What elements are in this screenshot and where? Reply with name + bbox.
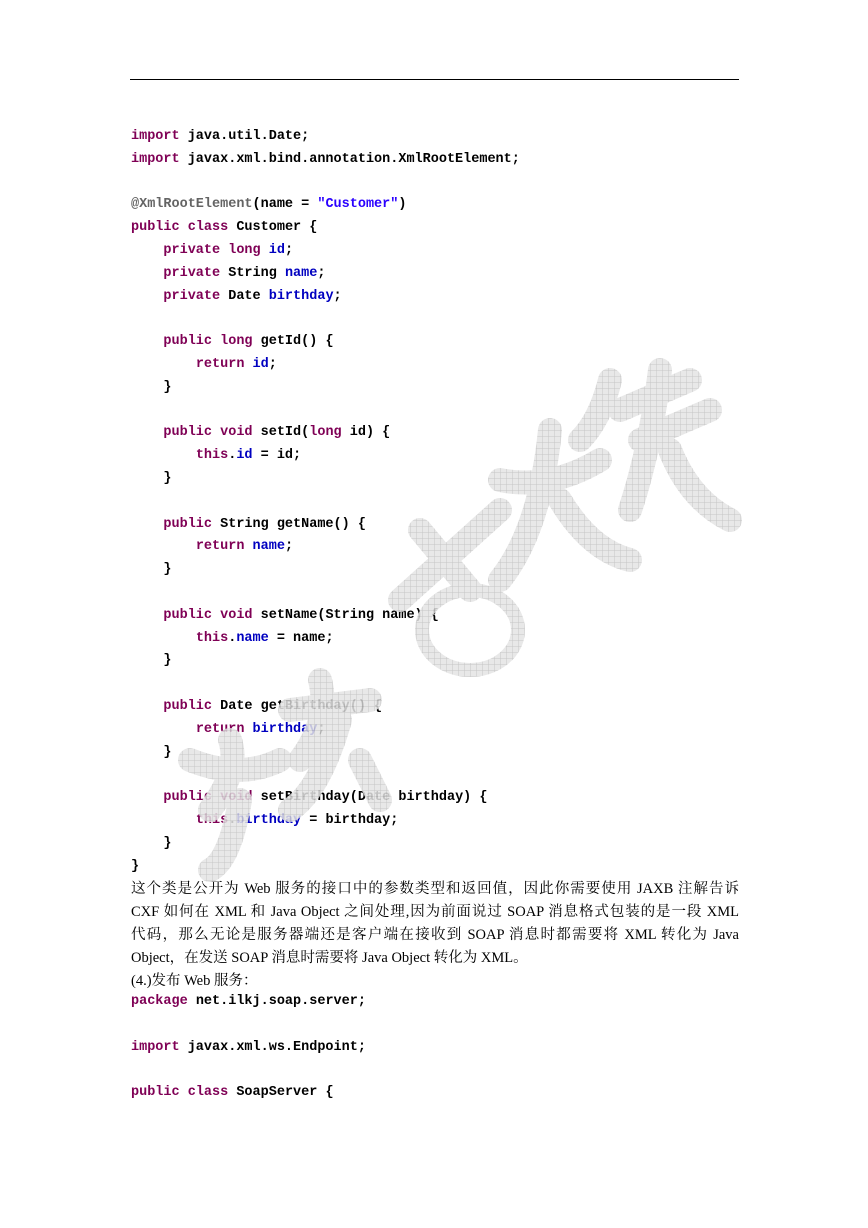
code-token: long — [309, 425, 342, 441]
code-line — [131, 354, 520, 377]
code-token — [131, 448, 196, 463]
code-line — [131, 172, 520, 195]
code-token: @XmlRootElement — [131, 197, 253, 213]
code-token: this — [195, 448, 229, 464]
code-line — [131, 400, 520, 423]
code-token: } — [131, 858, 140, 874]
code-token: public — [163, 607, 213, 623]
code-line — [131, 764, 520, 787]
code-line — [131, 445, 520, 468]
code-token: public — [163, 698, 213, 714]
code-line — [131, 787, 520, 810]
paragraph-line: Object，在发送 SOAP 消息时需要将 Java Object 转化为 XML。 — [131, 950, 528, 966]
code-line — [131, 308, 520, 331]
code-token — [212, 790, 220, 805]
code-token: getId() { — [252, 334, 334, 350]
code-token — [131, 425, 163, 440]
code-line — [131, 628, 520, 651]
code-token: class — [187, 1085, 229, 1101]
code-token: java.util.Date; — [179, 129, 310, 144]
code-token: ; — [317, 721, 326, 737]
code-token: } — [131, 379, 172, 395]
code-line — [131, 514, 520, 537]
code-token: = name; — [268, 630, 334, 646]
code-line — [131, 559, 520, 582]
code-line — [131, 856, 520, 879]
paragraph-line: 代码，那么无论是服务器端还是客户端在接收到 SOAP 消息时都需要将 XML 转化为 Java — [131, 927, 739, 943]
code-token: id — [236, 448, 253, 464]
code-token: String getName() { — [212, 516, 366, 532]
code-line — [131, 491, 520, 514]
code-line — [131, 605, 520, 628]
code-token: public — [163, 334, 213, 350]
code-token: class — [187, 220, 229, 236]
code-line — [131, 468, 520, 491]
code-line — [131, 1014, 366, 1037]
code-token: birthday — [252, 721, 318, 737]
code-token: Customer { — [228, 220, 318, 236]
code-token: Date getBirthday() { — [212, 698, 383, 714]
code-token: package — [131, 994, 188, 1009]
code-token: . — [228, 448, 237, 464]
code-token: . — [228, 812, 237, 828]
code-line — [131, 696, 520, 719]
code-line — [131, 331, 520, 354]
code-token — [131, 699, 163, 714]
code-block-soapserver — [131, 991, 366, 1105]
code-line — [131, 742, 520, 765]
code-token: ; — [333, 288, 342, 304]
code-token: public — [131, 1085, 180, 1101]
code-token: Date — [220, 288, 269, 304]
code-token: SoapServer { — [228, 1085, 334, 1101]
code-token: birthday — [268, 288, 334, 304]
code-token: ; — [284, 242, 294, 258]
code-token: this — [195, 812, 229, 828]
code-token: (name = — [252, 197, 318, 213]
code-line — [131, 991, 366, 1014]
code-token: setId( — [252, 425, 310, 441]
code-token: ) — [398, 197, 407, 213]
code-token: return — [195, 539, 245, 555]
code-token: return — [195, 356, 245, 372]
code-token: void — [220, 425, 253, 441]
code-line — [131, 422, 520, 445]
code-token: ; — [284, 539, 294, 555]
code-token: setName(String name) { — [252, 607, 439, 623]
code-token: name — [284, 265, 318, 281]
code-line — [131, 536, 520, 559]
code-line — [131, 650, 520, 673]
code-token: import — [131, 129, 180, 144]
code-token: . — [228, 630, 237, 646]
code-line — [131, 240, 520, 263]
code-token — [244, 722, 252, 737]
code-token: id — [252, 356, 269, 372]
code-token: public — [131, 220, 180, 236]
code-token — [131, 608, 163, 623]
code-token: private — [163, 242, 221, 258]
code-token: public — [163, 516, 213, 532]
code-line — [131, 582, 520, 605]
code-line — [131, 1082, 366, 1105]
code-token: long — [220, 334, 253, 350]
code-token: long — [228, 242, 261, 258]
code-line — [131, 149, 520, 172]
code-token: name — [236, 630, 269, 646]
code-line — [131, 286, 520, 309]
code-token: } — [131, 562, 172, 578]
code-token: private — [163, 265, 221, 281]
code-token: ; — [317, 265, 326, 281]
code-token: } — [131, 744, 172, 760]
paragraph-explanation — [131, 878, 739, 993]
code-token: void — [220, 607, 253, 623]
code-token — [244, 357, 252, 372]
code-token — [131, 722, 196, 737]
code-token — [131, 243, 163, 258]
code-line — [131, 1059, 366, 1082]
code-token: javax.xml.bind.annotation.XmlRootElement; — [179, 151, 520, 167]
code-token: public — [163, 790, 213, 806]
code-token: birthday — [236, 812, 302, 828]
code-token: ; — [268, 356, 277, 372]
code-token: net.ilkj.soap.server; — [187, 994, 366, 1009]
code-token: } — [131, 835, 172, 851]
code-token — [261, 243, 269, 258]
code-token — [131, 289, 163, 304]
code-token: "Customer" — [317, 197, 399, 213]
code-token — [131, 517, 163, 532]
code-token — [131, 334, 163, 349]
code-token: import — [131, 1039, 180, 1055]
code-token — [131, 790, 163, 805]
code-token: this — [195, 630, 229, 646]
code-token — [212, 334, 220, 349]
code-token: private — [163, 288, 221, 304]
code-token — [212, 608, 220, 623]
code-line — [131, 217, 520, 240]
code-token — [131, 631, 196, 646]
code-token: = birthday; — [301, 812, 399, 828]
paragraph-line: CXF 如何在 XML 和 Java Object 之间处理,因为前面说过 SOAP 消息格式包装的是一段 XML — [131, 904, 739, 920]
code-line — [131, 810, 520, 833]
code-line — [131, 377, 520, 400]
code-token — [244, 539, 252, 554]
code-token — [212, 425, 220, 440]
code-line — [131, 719, 520, 742]
code-token: import — [131, 151, 180, 167]
code-token — [131, 357, 196, 372]
code-token — [131, 266, 163, 281]
code-token — [131, 813, 196, 828]
code-token: id) { — [341, 425, 391, 441]
code-line — [131, 673, 520, 696]
code-token: id — [268, 242, 285, 258]
code-line — [131, 194, 520, 217]
code-token — [180, 1085, 188, 1100]
code-token: setBirthday(Date birthday) { — [252, 790, 488, 806]
code-token: name — [252, 539, 285, 555]
code-token: return — [195, 721, 245, 737]
code-token: } — [131, 470, 172, 486]
code-token: = id; — [252, 448, 302, 464]
code-block-customer — [131, 126, 520, 878]
code-token — [131, 539, 196, 554]
code-line — [131, 126, 520, 149]
step-heading: (4.)发布 Web 服务： — [131, 973, 258, 989]
code-token: public — [163, 425, 213, 441]
code-token: javax.xml.ws.Endpoint; — [179, 1039, 366, 1055]
code-line — [131, 1037, 366, 1060]
code-line — [131, 833, 520, 856]
code-line — [131, 263, 520, 286]
code-token: } — [131, 653, 172, 669]
code-token: String — [220, 265, 285, 281]
header-rule — [130, 79, 739, 80]
code-token: void — [220, 790, 253, 806]
paragraph-line: 这个类是公开为 Web 服务的接口中的参数类型和返回值，因此你需要使用 JAXB 注解告诉 — [131, 881, 739, 897]
code-token — [180, 220, 188, 235]
